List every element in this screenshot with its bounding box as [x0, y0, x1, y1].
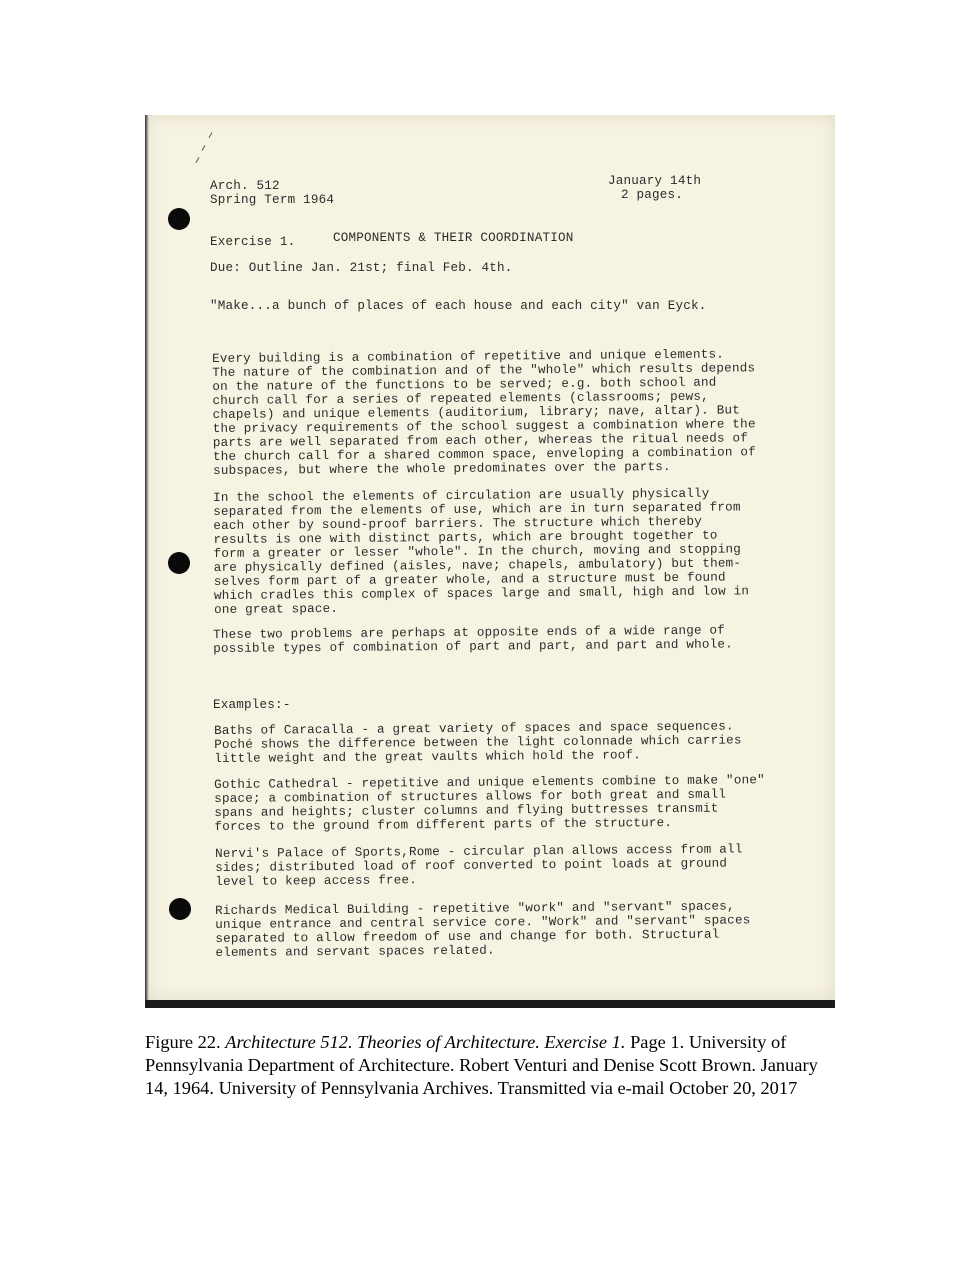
exercise-title: COMPONENTS & THEIR COORDINATION: [333, 231, 574, 245]
scanned-document: [145, 115, 835, 1008]
figure-title: Architecture 512. Theories of Architecture. Exercise 1.: [225, 1032, 626, 1052]
example-gothic-cathedral: Gothic Cathedral - repetitive and unique elements combine to make "one" space; a combination of structures allows for both great and small spans and heights; cluster columns and flying buttresses transmit forces to the ground from different parts of the structure.: [214, 773, 765, 834]
figure-page: Page 1.: [630, 1032, 685, 1052]
punch-hole: [168, 552, 190, 574]
figure-credit: University of Pennsylvania Department of Architecture. Robert Venturi and Denise Scott Brown. January 14, 1964. University of Pennsylvania Archives. Transmitted via e-mail October 20, 2017: [145, 1032, 818, 1098]
exercise-label: Exercise 1.: [210, 235, 296, 249]
course-number: Arch. 512: [210, 179, 280, 193]
scan-shadow-edge: [145, 115, 149, 1000]
punch-hole: [168, 208, 190, 230]
quote: "Make...a bunch of places of each house and each city" van Eyck.: [210, 299, 707, 313]
example-nervi: Nervi's Palace of Sports,Rome - circular plan allows access from all sides; distributed load of roof converted to point loads at ground level to keep access free.: [215, 842, 743, 889]
paragraph-2: In the school the elements of circulation are usually physically separated from the elements of use, which are in turn separated from each other by sound-proof barriers. The structure which thereby results is one with distinct parts, which are brought together to form a greater or lesser "whole". In the church, moving and stopping are physically defined (aisles, nave; chapels, ambulatory) but them- selves form part of a greater whole, and a structure must be found which cradles this complex of spaces large and small, high and low in one great space.: [213, 486, 750, 617]
examples-heading: Examples:-: [213, 698, 291, 712]
pencil-mark: [202, 145, 206, 151]
example-caracalla: Baths of Caracalla - a great variety of spaces and space sequences. Poché shows the difference between the light colonnade which carries little weight and the great vaults which hold the roof.: [214, 719, 742, 766]
page-count: 2 pages.: [621, 188, 684, 202]
due-dates: Due: Outline Jan. 21st; final Feb. 4th.: [210, 261, 513, 275]
pencil-mark: [196, 157, 200, 163]
date: January 14th: [608, 174, 702, 188]
example-richards: Richards Medical Building - repetitive "work" and "servant" spaces, unique entrance and central service core. "Work" and "servant" spaces separated to allow freedom of use and change for both. Structural elements and servant spaces related.: [215, 899, 751, 960]
paragraph-3: These two problems are perhaps at opposite ends of a wide range of possible types of combination of part and part, and part and whole.: [213, 623, 733, 656]
pencil-mark: [209, 132, 213, 138]
punch-hole: [169, 898, 191, 920]
figure-label: Figure 22.: [145, 1032, 221, 1052]
term: Spring Term 1964: [210, 193, 335, 207]
paragraph-1: Every building is a combination of repetitive and unique elements. The nature of the combination and of the "whole" which results depends on the nature of the functions to be served; e.g. both school and church call for a series of repeated elements (classrooms; pews, chapels) and unique elements (auditorium, library; nave, altar). But the privacy requirements of the school suggest a combination where the parts are well separated from each other, whereas the ritual needs of the church call for a shared common space, enveloping a combination of subspaces, but where the whole predominates over the parts.: [212, 347, 756, 478]
figure-caption: [145, 1031, 845, 1100]
